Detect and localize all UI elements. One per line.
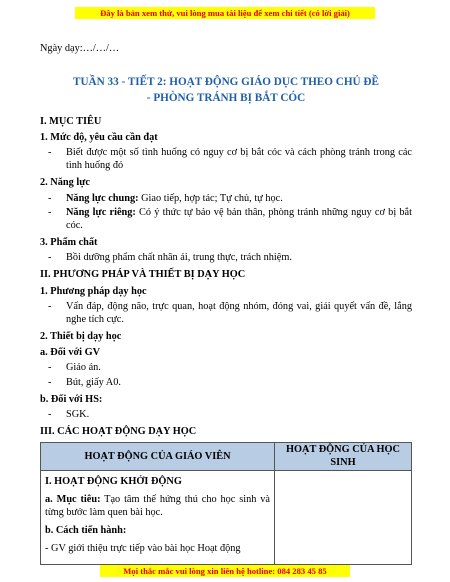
method-heading: b. Cách tiến hành: [45,525,127,537]
list-item [40,192,412,205]
item-text: Có ý thức tự bảo vệ bản thân, phòng tránh những nguy cơ bị bắt cóc. [66,206,412,231]
table-row [41,470,412,565]
header-teacher-activities: HOẠT ĐỘNG CỦA GIÁO VIÊN [41,443,275,470]
title-line-1: TUẦN 33 - TIẾT 2: HOẠT ĐỘNG GIÁO DỤC THEO CHỦ ĐỀ [73,76,379,89]
section-heading-activities: III. CÁC HOẠT ĐỘNG DẠY HỌC [40,426,197,438]
table-header-row [41,443,412,470]
header-student-activities: HOẠT ĐỘNG CỦA HỌC SINH [275,443,412,470]
teacher-equipment-list [40,361,412,388]
subheading-teaching-methods: 1. Phương pháp dạy học [40,285,147,297]
list-item: - Bút, giấy A0. [40,376,412,389]
goal-text: Tạo tâm thế hứng thú cho học sinh và từng bước làm quen bài học. [45,493,270,518]
section-heading-objectives: I. MỤC TIÊU [40,115,102,127]
section-heading-methods: II. PHƯƠNG PHÁP VÀ THIẾT BỊ DẠY HỌC [40,269,246,281]
list-item: - Bồi dưỡng phẩm chất nhân ái, trung thực, trách nhiệm. [40,251,412,264]
student-cell [275,470,412,565]
lesson-title [40,74,412,106]
subheading-equipment: 2. Thiết bị dạy học [40,331,122,343]
activities-table [40,442,412,565]
subheading-teacher: a. Đối với GV [40,347,101,359]
list-item: - Biết được một số tình huống có nguy cơ bị bắt cóc và cách phòng tránh trong các tình huống đó [40,146,412,172]
qualities-list [40,251,412,264]
document-page [40,42,412,565]
goal-paragraph [45,493,270,519]
student-equipment-list [40,408,412,421]
goal-label: a. Mục tiêu: [45,493,101,505]
list-item [40,206,412,232]
requirements-list [40,146,412,172]
methods-list [40,300,412,326]
item-text: Giao tiếp, hợp tác; Tự chủ, tự học. [138,192,283,204]
method-text: - GV giới thiệu trực tiếp vào bài học Hoạt động [45,543,241,555]
competencies-list [40,192,412,233]
teacher-cell [41,470,275,565]
subheading-qualities: 3. Phẩm chất [40,237,98,249]
item-label: Năng lực chung: [66,192,139,204]
subheading-requirements: 1. Mức độ, yêu cầu cần đạt [40,131,158,143]
subheading-students: b. Đối với HS: [40,393,103,405]
activity-heading: I. HOẠT ĐỘNG KHỞI ĐỘNG [45,475,182,487]
hotline-banner: Mọi thắc mắc vui lòng xin liên hệ hotline: 084 283 45 85 [100,565,350,577]
title-line-2: - PHÒNG TRÁNH BỊ BẮT CÓC [146,92,306,105]
list-item: - Giáo án. [40,361,412,374]
item-label: Năng lực riêng: [66,206,136,218]
preview-banner: Đây là bản xem thử, vui lòng mua tài liệu để xem chi tiết (có lời giải) [75,7,375,19]
list-item: - SGK. [40,408,412,421]
date-line: Ngày dạy:…/…/… [40,43,120,54]
list-item: - Vấn đáp, động não, trực quan, hoạt động nhóm, đóng vai, giải quyết vấn đề, lắng nghe tích cực. [40,300,412,326]
subheading-competencies: 2. Năng lực [40,177,90,189]
